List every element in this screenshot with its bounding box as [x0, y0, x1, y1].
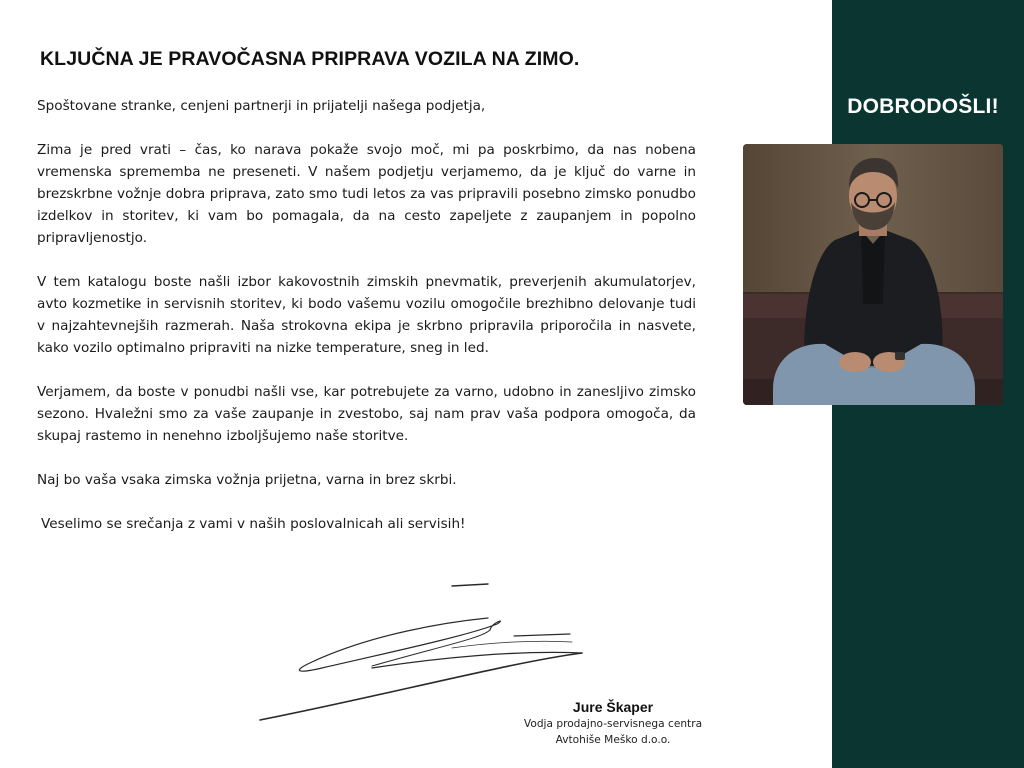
letter-greeting: Spoštovane stranke, cenjeni partnerji in prijatelji našega podjetja, — [37, 98, 486, 114]
letter-paragraph-3: Verjamem, da boste v ponudbi našli vse, kar potrebujete za varno, udobno in zanesljivo zimsko sezono. Hvaležni smo za vaše zaupanje in zvestobo, saj nam prav vaša podpora omogoča, da skupaj rastemo in nenehno izboljšujemo naše storitve. — [37, 384, 696, 444]
signer-company: Avtohiše Meško d.o.o. — [555, 734, 671, 746]
letter-paragraph-1: Zima je pred vrati – čas, ko narava pokaže svojo moč, mi pa poskrbimo, da nas nobena vremenska sprememba ne preseneti. V našem podjetju verjamemo, da je ključ do varne in brezskrbne vožnje dobra priprava, zato smo tudi letos za vas pripravili posebno zimsko ponudbo izdelkov in storitev, ki vam bo pomagala, da na cesto zapeljete z zaupanjem in popolno pripravljenostjo. — [37, 142, 696, 246]
letter-closing: Veselimo se srečanja z vami v naših poslovalnicah ali servisih! — [41, 516, 466, 532]
signer-name: Jure Škaper — [572, 699, 654, 715]
portrait-photo — [743, 144, 1003, 405]
portrait-illustration — [743, 144, 1003, 405]
letter-body — [37, 95, 696, 535]
letter-paragraph-4: Naj bo vaša vsaka zimska vožnja prijetna, varna in brez skrbi. — [37, 472, 457, 488]
letter-title: KLJUČNA JE PRAVOČASNA PRIPRAVA VOZILA NA ZIMO. — [40, 48, 580, 70]
welcome-heading: DOBRODOŠLI! — [847, 95, 999, 118]
signer-role: Vodja prodajno-servisnega centra — [523, 718, 703, 730]
letter-paragraph-2: V tem katalogu boste našli izbor kakovostnih zimskih pnevmatik, preverjenih akumulatorjev, avto kozmetike in servisnih storitev, ki bodo vašemu vozilu omogočile brezhibno delovanje tudi v najzahtevnejših razmerah. Naša strokovna ekipa je skrbno pripravila priporočila in nasvete, kako vozilo optimalno pripraviti na nizke temperature, sneg in led. — [37, 274, 696, 356]
signer-block — [500, 698, 726, 748]
